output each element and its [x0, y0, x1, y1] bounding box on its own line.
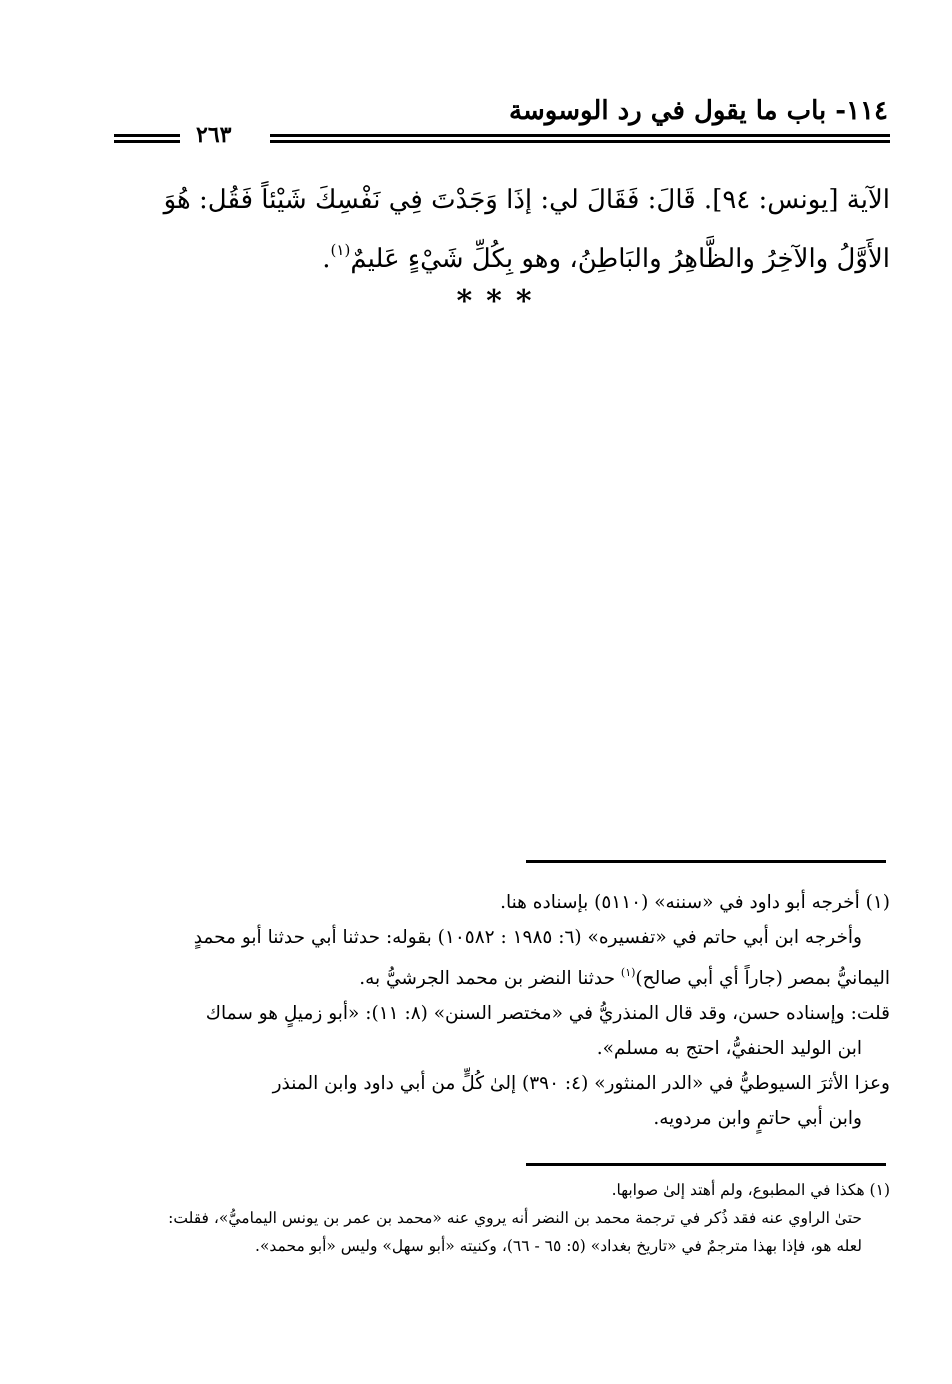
body-line-text: الأَوَّلُ والآخِرُ والظَّاهِرُ والبَاطِنُ، وهو بِكُلِّ شَيْءٍ عَليمٌ [350, 244, 890, 274]
body-line [112, 175, 890, 225]
footnote-line: (١) أخرجه أبو داود في «سننه» (٥١١٠) بإسناده هنا. [500, 892, 890, 913]
footnote-text: اليمانيُّ بمصر (جاراً أي أبي صالح) [635, 968, 890, 989]
footnote-text: حدثنا النضر بن محمد الجرشيُّ به. [359, 968, 621, 989]
editor-footnote-line: لعله هو، فإذا بهذا مترجمٌ في «تاريخ بغداد» (٥: ٦٥ - ٦٦)، وكنيته «أبو سهل» وليس «أبو محمد». [255, 1237, 862, 1255]
footnote-marker: (١) [620, 966, 636, 979]
header-double-rule-short [114, 134, 180, 143]
footnote-line [112, 955, 890, 996]
footnote-line: قلت: وإسناده حسن، وقد قال المنذريُّ في «مختصر السنن» (٨: ١١): «أبو زميلٍ هو سماك [205, 1003, 890, 1024]
editor-footnote-line: (١) هكذا في المطبوع، ولم أهتد إلىٰ صوابها. [611, 1181, 890, 1199]
footnote-line: ابن الوليد الحنفيُّ، احتج به مسلم». [596, 1038, 862, 1059]
footnote-line: وابن أبي حاتمٍ وابن مردويه. [653, 1108, 862, 1129]
body-line-end: . [322, 244, 331, 274]
main-text-block [112, 175, 890, 284]
section-separator: *** [456, 284, 546, 319]
chapter-title: ١١٤- باب ما يقول في رد الوسوسة [509, 96, 888, 126]
footnotes-block [112, 885, 890, 1136]
page-number: ٢٦٣ [196, 122, 232, 148]
footnote-marker: (١) [330, 241, 351, 259]
body-line-text: الآية [يونس: ٩٤]. قَالَ: فَقَالَ لي: إذَا وَجَدْتَ فِي نَفْسِكَ شَيْئاً فَقُل: هُوَ [163, 185, 890, 215]
footnote-line: وأخرجه ابن أبي حاتم في «تفسيره» (٦: ١٩٨٥ : ١٠٥٨٢) بقوله: حدثنا أبي حدثنا أبو محمدٍ [193, 927, 862, 948]
running-header [112, 92, 890, 152]
editor-footnote-rule [526, 1163, 886, 1166]
body-line [112, 225, 890, 284]
footnote-rule [526, 860, 886, 863]
editor-footnotes-block [112, 1176, 890, 1260]
header-double-rule [270, 134, 890, 143]
footnote-line: وعزا الأثرَ السيوطيُّ في «الدر المنثور» (٤: ٣٩٠) إلىٰ كُلٍّ من أبي داود وابن المنذر [272, 1073, 890, 1094]
editor-footnote-line: حتىٰ الراوي عنه فقد ذُكر في ترجمة محمد بن النضر أنه يروي عنه «محمد بن عمر بن يونس اليماميُّ»، فقلت: [168, 1209, 862, 1227]
